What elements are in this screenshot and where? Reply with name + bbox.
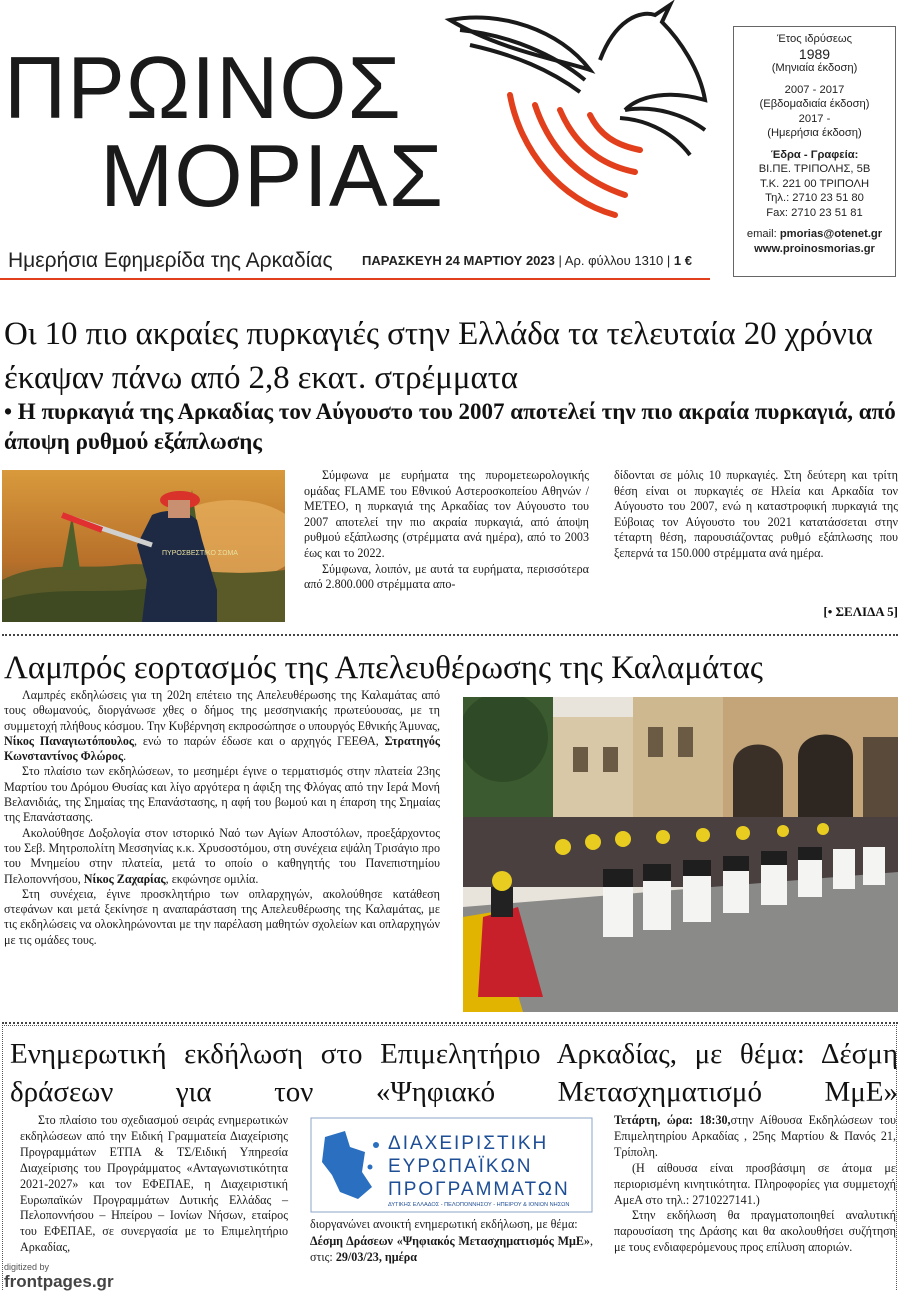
founded-label: Έτος ιδρύσεως xyxy=(777,33,852,45)
story1-column2 xyxy=(614,468,898,562)
story3-para2: διοργανώνει ανοικτή ενημερωτική εκδήλωση, με θέμα: Δέσμη Δράσεων «Ψηφιακός Μετασχηματισμός ΜμΕ», στις: 29/03/23, ημέρα xyxy=(310,1217,593,1264)
period-daily-note: (Ημερήσια έκδοση) xyxy=(767,127,862,139)
masthead-rule xyxy=(0,278,710,280)
section-divider-1 xyxy=(2,634,898,636)
email-link[interactable]: pmorias@otenet.gr xyxy=(779,228,883,240)
story2-para2: Στο πλαίσιο των εκδηλώσεων, το μεσημέρι έγινε ο τερματισμός στην πλατεία 23ης Μαρτίου του Δρόμου Θυσίας και λίγο αργότερα η άφιξη της Φλόγας από την Ιερά Μονή Βελανιδιάς, της Σημαίας της Επανάστασης, η αφή του βωμού και η έπαρση της Σημαίας της Επανάστασης. xyxy=(4,764,440,825)
story3-para3: Τετάρτη, ώρα: 18:30,στην Αίθουσα Εκδηλώσεων του Επιμελητηρίου Αρκαδίας , 25ης Μαρτίου & Πανός 21, Τρίπολη. xyxy=(614,1113,896,1159)
story1-para3: δίδονται σε μόλις 10 πυρκαγιές. Στη δεύτερη και τρίτη θέση είναι οι πυρκαγιές σε Ηλεία και Αρκαδία τον Αύγουστο του 2007, ενώ η καταστροφική πυρκαγιά της Εύβοιας τον Αύγουστο του 2021 κατατάσσεται στην τέταρτη θέση, παρουσιάζοντας ρυθμό εξάπλωσης που ξεπερνά τα 150.000 στρέμματα ανά ημέρα. xyxy=(614,468,898,560)
issue-price: 1 € xyxy=(673,253,692,268)
founded-year: 1989 xyxy=(798,45,831,62)
minister-name: Νίκος Παναγιωτόπουλος xyxy=(4,733,135,748)
dove-logo xyxy=(440,0,715,225)
office-address2: Τ.Κ. 221 00 ΤΡΙΠΟΛΗ xyxy=(759,177,870,190)
story1-subhead: • Η πυρκαγιά της Αρκαδίας τον Αύγουστο του 2007 αποτελεί την πιο ακραία πυρκαγιά, από άποψη ρυθμού εξάπλωσης xyxy=(4,399,896,454)
publisher-infobox xyxy=(733,26,896,277)
story2-para3: Ακολούθησε Δοξολογία στον ιστορικό Ναό των Αγίων Αποστόλων, προεξάρχοντος του Σεβ. Μητροπολίτη Μεσσηνίας κ.κ. Χρυσοστόμου, στη συνέχεια εψάλη Τρισάγιο προ του Μνημείου στην πλατεία, μετά το οποίο ο καθηγητής του Πανεπιστημίου Πελοποννήσου, Νίκος Ζαχαρίας, εκφώνησε ομιλία. xyxy=(4,825,440,886)
website-link[interactable]: www.proinosmorias.gr xyxy=(754,242,875,255)
section-divider-2 xyxy=(2,1022,898,1024)
event-title: Δέσμη Δράσεων «Ψηφιακός Μετασχηματισμός ΜμΕ» xyxy=(310,1233,590,1248)
office-label: Έδρα - Γραφεία: xyxy=(770,148,859,161)
founded-note: (Μηνιαία έκδοση) xyxy=(771,62,858,74)
story1-page-ref[interactable]: [• ΣΕΛΙΔΑ 5] xyxy=(823,604,898,619)
firefighter-photo xyxy=(2,470,285,622)
watermark-caption: digitized by xyxy=(4,1262,50,1272)
masthead-title-line2: ΜΟΡΙΑΣ xyxy=(100,126,444,225)
issue-number: Αρ. φύλλου 1310 xyxy=(564,253,664,268)
event-date: 29/03/23, ημέρα xyxy=(335,1250,417,1264)
frontpages-watermark xyxy=(4,1262,114,1292)
logo-subline: ΔΥΤΙΚΗΣ ΕΛΛΑΔΟΣ - ΠΕΛΟΠΟΝΝΗΣΟΥ - ΗΠΕΙΡΟΥ & ΙΟΝΙΩΝ ΝΗΣΩΝ xyxy=(388,1202,570,1208)
office-phone: Τηλ.: 2710 23 51 80 xyxy=(765,192,864,204)
story2-text xyxy=(4,688,440,948)
event-time: Τετάρτη, ώρα: 18:30, xyxy=(614,1113,731,1127)
office-address1: ΒΙ.ΠΕ. ΤΡΙΠΟΛΗΣ, 5Β xyxy=(758,163,871,175)
story3-para5: Στην εκδήλωση θα πραγματοποιηθεί αναλυτική παρουσίαση της Δράσης και θα ακολουθήσει συζήτηση με τους ενδιαφερόμενους προς επίλυση αποριών. xyxy=(614,1208,896,1255)
office-fax: Fax: 2710 23 51 81 xyxy=(766,206,863,219)
story3-column2 xyxy=(310,1216,593,1266)
story2-para4: Στη συνέχεια, έγινε προσκλητήριο των οπλαρχηγών, ακολούθησε κατάθεση στεφάνων και μετά ξεκίνησε η αναπαράσταση της Απελευθέρωσης της Καλαμάτας, με τις εκδηλώσεις να ολοκληρώνονται με την παρέλαση μαθητών σχολείων και οπλαρχηγών με τις ομάδες τους. xyxy=(4,886,440,947)
professor-name: Νίκος Ζαχαρίας xyxy=(83,871,166,886)
watermark-site: frontpages.gr xyxy=(4,1272,114,1291)
story2-para1: Λαμπρές εκδηλώσεις για τη 202η επέτειο της Απελευθέρωσης της Καλαμάτας από τους οθωμανούς, διοργάνωσε χθες ο δήμος της μεσσηνιακής πρωτεύουσας, με τη συμμετοχή πλήθους κόσμου. Την Κυβέρνηση εκπροσώπησε ο υπουργός Εθνικής Άμυνας, Νίκος Παναγιωτόπουλος, ενώ το παρών έδωσε και ο αρχηγός ΓΕΕΘΑ, Στρατηγός Κωνσταντίνος Φλώρος. xyxy=(4,688,441,764)
logo-line3: ΠΡΟΓΡΑΜΜΑΤΩΝ xyxy=(388,1179,570,1200)
issue-date: ΠΑΡΑΣΚΕΥΗ 24 ΜΑΡΤΙΟΥ 2023 xyxy=(362,253,555,268)
story3-column1 xyxy=(20,1113,288,1256)
period-weekly: 2007 - 2017 xyxy=(784,83,845,96)
story3-para4: (Η αίθουσα είναι προσβάσιμη σε άτομα με περιορισμένη κινητικότητα. Πληροφορίες για συμμετοχή ΑμεΑ στο τηλ.: 2710227141.) xyxy=(614,1160,896,1207)
story1-para2: Σύμφωνα, λοιπόν, με αυτά τα ευρήματα, περισσότερα από 2.800.000 στρέμματα απο- xyxy=(304,561,589,592)
story1-column1 xyxy=(304,468,589,593)
chief-name: Στρατηγός Κωνσταντίνος Φλώρος xyxy=(4,733,441,764)
story1-headline: Οι 10 πιο ακραίες πυρκαγιές στην Ελλάδα τα τελευταία 20 χρόνια έκαψαν πάνω από 2,8 εκατ. στρέμματα xyxy=(4,316,873,396)
story2-headline: Λαμπρός εορτασμός της Απελευθέρωσης της Καλαμάτας xyxy=(4,650,763,686)
story3-headline: Ενημερωτική εκδήλωση στο Επιμελητήριο Αρκαδίας, με θέμα: Δέσμη δράσεων για τον «Ψηφιακό Μετασχηματισμό ΜμΕ» xyxy=(10,1038,898,1108)
story1-para1: Σύμφωνα με ευρήματα της πυρομετεωρολογικής ομάδας FLAME του Εθνικού Αστεροσκοπείου Αθηνών / METEO, η πυρκαγιά της Αρκαδίας τον Αύγουστο του 2007 αποτελεί την πιο ακραία πυρκαγιά, από άποψη ρυθμού εξάπλωσης (στρέμματα ανά ημέρα), από το 2003 έως και το 2022. xyxy=(304,468,589,560)
logo-line1: ΔΙΑΧΕΙΡΙΣΤΙΚΗ xyxy=(388,1133,549,1154)
story3-column3 xyxy=(614,1113,896,1256)
masthead-dateline: ΠΑΡΑΣΚΕΥΗ 24 ΜΑΡΤΙΟΥ 2023 | Αρ. φύλλου 1310 | 1 € xyxy=(362,253,692,268)
firefighter-jacket-label: ΠΥΡΟΣΒΕΣΤΙΚΟ ΣΩΜΑ xyxy=(162,550,238,557)
story3-para1: Στο πλαίσιο του σχεδιασμού σειράς ενημερωτικών εκδηλώσεων από την Ειδική Γραμματεία Διαχείρισης Προγραμμάτων ΕΤΠΑ & ΤΣ/Ειδική Υπηρεσία Διαχείρισης του Προγράμματος «Ανταγωνιστικότητα 2021-2027» και τον ΕΦΕΠΑΕ, η Διαχειριστική Ευρωπαϊκών Προγραμμάτων Δυτικής Ελλάδας – Πελοποννήσου – Ηπείρου – Ιονίων Νήσων, εταίρος του ΕΦΕΠΑΕ, σε συνεργασία με το Επιμελητήριο Αρκαδίας, xyxy=(20,1113,288,1255)
masthead-title-line1: ΠΡΩΙΝΟΣ xyxy=(4,38,402,137)
parade-photo xyxy=(463,697,898,1012)
masthead-tagline: Ημερήσια Εφημερίδα της Αρκαδίας xyxy=(8,249,333,272)
email-label: email: xyxy=(746,228,777,240)
period-weekly-note: (Εβδομαδιαία έκδοση) xyxy=(759,98,870,110)
period-daily: 2017 - xyxy=(798,112,831,125)
efepae-logo xyxy=(310,1117,593,1213)
logo-line2: ΕΥΡΩΠΑΪΚΩΝ xyxy=(388,1156,533,1177)
